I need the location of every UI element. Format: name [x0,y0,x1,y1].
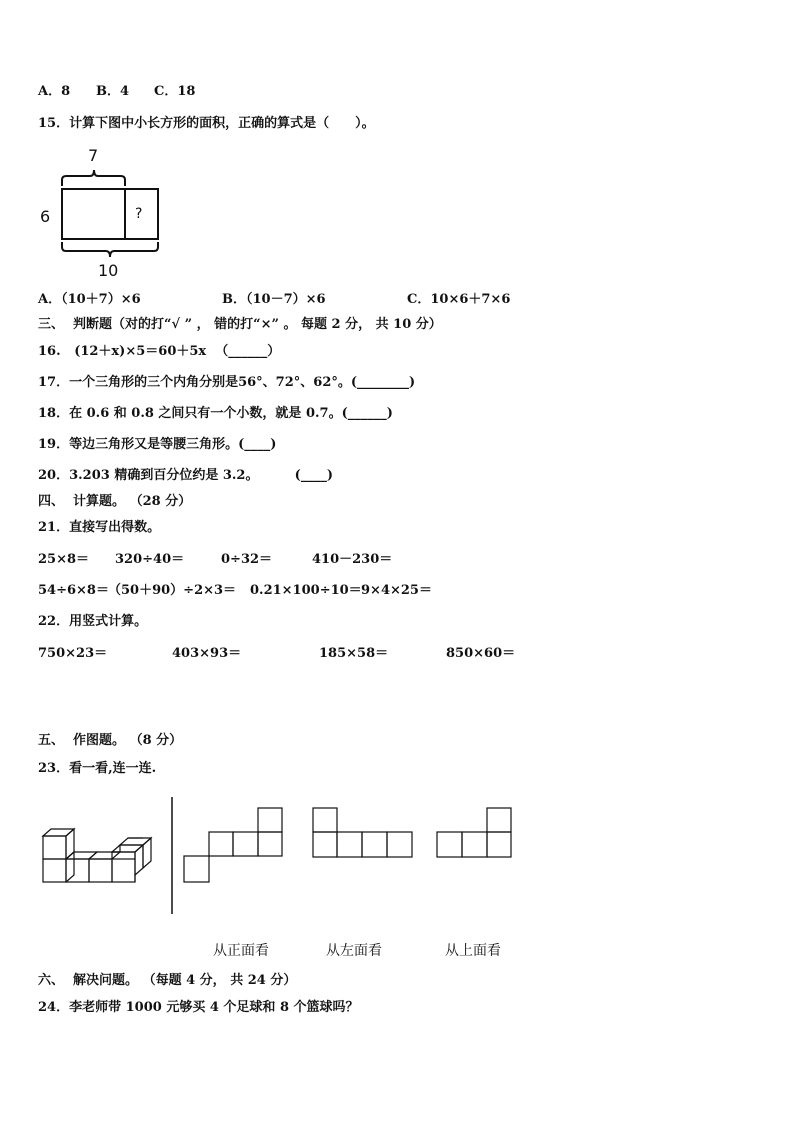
section-4-heading: 四、 计算题。 （28 分） [38,494,192,509]
view-label-left: 从左面看 [326,943,382,959]
q21-item: 0.21×100÷10＝ [250,583,362,598]
q14-option-a: A．8 [38,84,71,99]
view-grid-3 [437,808,511,857]
q21-item: 320÷40＝ [115,552,185,567]
q22-item: 850×60＝ [446,646,516,661]
section-6-heading: 六、 解决问题。 （每题 4 分， 共 24 分） [38,973,297,988]
view-label-front: 从正面看 [213,943,269,959]
view-label-top: 从上面看 [445,943,501,959]
q21-item: 9×4×25＝ [361,583,432,598]
q19: 19．等边三角形又是等腰三角形。(____) [38,437,277,452]
big-rectangle [62,189,125,239]
label-question-mark: ? [135,206,143,222]
q15-option-b: B．（10－7）×6 [222,292,326,307]
q16: 16. (12＋x)×5＝60＋5x （______） [38,344,281,359]
q22-item: 750×23＝ [38,646,108,661]
view-grid-2 [313,808,412,857]
q15-option-c: C．10×6＋7×6 [407,292,511,307]
q15-question: 15．计算下图中小长方形的面积，正确的算式是（ ）。 [38,116,375,131]
q18: 18．在 0.6 和 0.8 之间只有一个小数，就是 0.7。(______) [38,406,393,421]
label-top-7: 7 [88,146,99,165]
label-bottom-10: 10 [98,261,119,280]
q21-item: 54÷6×8＝ [38,583,109,598]
q21-item: 410－230＝ [312,552,393,567]
section-3-heading: 三、 判断题（对的打“√ ” ， 错的打“×” 。 每题 2 分， 共 10 分） [38,317,442,332]
q21-heading: 21．直接写出得数。 [38,520,161,535]
q21-item: （50＋90）÷2×3＝ [108,583,237,598]
q17: 17．一个三角形的三个内角分别是56°、72°、62°。(________) [38,375,416,390]
top-brace [62,170,125,186]
q20: 20．3.203 精确到百分位约是 3.2。 (____) [38,468,333,483]
q14-option-c: C．18 [154,84,196,99]
q15-option-a: A．（10＋7）×6 [38,292,141,307]
q22-item: 185×58＝ [319,646,389,661]
view-grid-1 [184,808,282,882]
section-5-heading: 五、 作图题。 （8 分） [38,733,183,748]
cube-solid [43,829,151,882]
q21-item: 0÷32＝ [221,552,273,567]
bottom-brace [62,242,158,257]
q22-heading: 22．用竖式计算。 [38,614,148,629]
label-left-6: 6 [40,207,51,226]
q14-option-b: B．4 [96,84,130,99]
q24: 24．李老师带 1000 元够买 4 个足球和 8 个篮球吗？ [38,1000,359,1015]
q23-heading: 23．看一看,连一连. [38,761,157,776]
q21-item: 25×8＝ [38,552,90,567]
q22-item: 403×93＝ [172,646,242,661]
